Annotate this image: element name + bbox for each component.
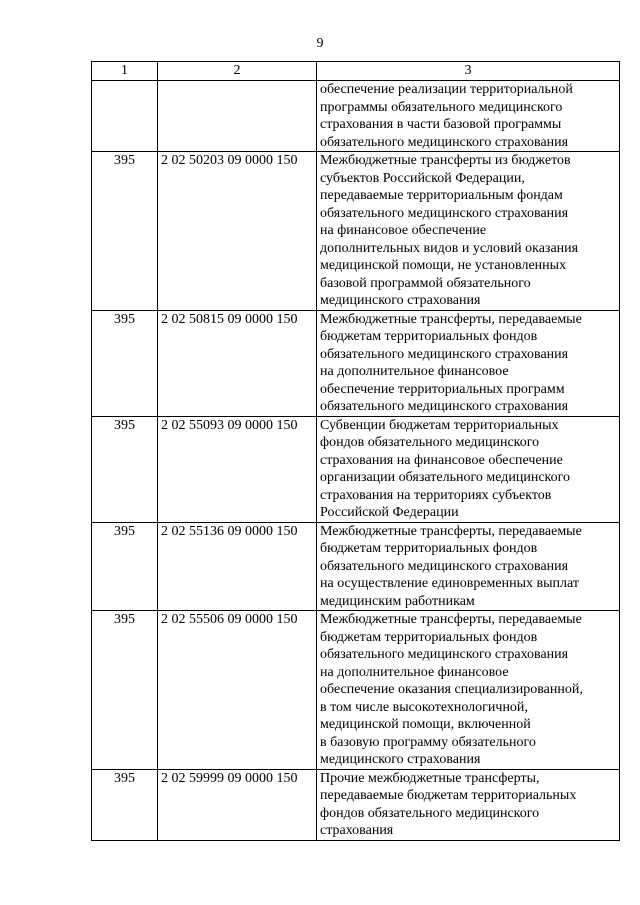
- admin-code-cell: 395: [92, 522, 158, 611]
- description-line: обязательного медицинского страхования: [320, 399, 569, 414]
- description-line: страхования на финансовое обеспечение: [320, 452, 563, 468]
- description-line: организации обязательного медицинского: [320, 470, 571, 485]
- description-line: передаваемые территориальным фондам: [320, 188, 563, 203]
- description-line: обязательного медицинского страхования: [320, 205, 569, 221]
- table-row: [92, 81, 620, 152]
- table-header-row: [92, 62, 620, 81]
- budget-codes-table: [91, 61, 620, 841]
- description-cell: [317, 81, 620, 152]
- description-line: Российской Федерации: [320, 505, 459, 520]
- description-line: обязательного медицинского страхования: [320, 647, 569, 662]
- description-line: Межбюджетные трансферты, передаваемые: [320, 523, 582, 539]
- column-header-1: 1: [92, 62, 158, 81]
- description-line: медицинской помощи, включенной: [320, 717, 531, 732]
- budget-classification-code-cell: 2 02 55506 09 0000 150: [158, 611, 317, 770]
- description-line: Межбюджетные трансферты из бюджетов: [320, 153, 571, 168]
- description-cell: [317, 310, 620, 416]
- description-line: медицинским работникам: [320, 593, 475, 609]
- table-row: [92, 522, 620, 611]
- description-line: страхования: [320, 823, 394, 838]
- table-row: [92, 769, 620, 840]
- description-line: медицинской помощи, не установленных: [320, 258, 567, 273]
- description-line: медицинского страхования: [320, 293, 481, 308]
- description-line: обеспечение реализации территориальной: [320, 82, 573, 97]
- description-line: субъектов Российской Федерации,: [320, 170, 525, 186]
- description-line: в базовую программу обязательного: [320, 734, 536, 750]
- budget-classification-code-cell: 2 02 50203 09 0000 150: [158, 152, 317, 311]
- description-cell: [317, 152, 620, 311]
- budget-classification-code-cell: [158, 81, 317, 152]
- description-line: обязательного медицинского страхования: [320, 558, 569, 574]
- description-line: бюджетам территориальных фондов: [320, 541, 538, 556]
- column-header-2: 2: [158, 62, 317, 81]
- description-line: базовой программой обязательного: [320, 275, 531, 291]
- table-row: [92, 416, 620, 522]
- description-line: на финансовое обеспечение: [320, 223, 487, 238]
- description-line: передаваемые бюджетам территориальных: [320, 788, 577, 803]
- page-number: 9: [316, 36, 324, 51]
- budget-classification-code-cell: 2 02 50815 09 0000 150: [158, 310, 317, 416]
- description-line: бюджетам территориальных фондов: [320, 629, 538, 645]
- description-line: на осуществление единовременных выплат: [320, 576, 579, 591]
- description-line: медицинского страхования: [320, 752, 481, 767]
- description-line: Субвенции бюджетам территориальных: [320, 417, 559, 433]
- description-line: программы обязательного медицинского: [320, 99, 563, 115]
- description-line: фондов обязательного медицинского: [320, 805, 540, 821]
- description-cell: [317, 522, 620, 611]
- description-line: обязательного медицинского страхования: [320, 346, 569, 362]
- budget-classification-code-cell: 2 02 59999 09 0000 150: [158, 769, 317, 840]
- description-line: обеспечение территориальных программ: [320, 381, 565, 397]
- description-line: на дополнительное финансовое: [320, 364, 509, 379]
- admin-code-cell: 395: [92, 611, 158, 770]
- table-row: [92, 611, 620, 770]
- table-body: [92, 81, 620, 841]
- admin-code-cell: 395: [92, 152, 158, 311]
- description-line: обязательного медицинского страхования: [320, 134, 569, 150]
- description-line: в том числе высокотехнологичной,: [320, 699, 528, 715]
- admin-code-cell: 395: [92, 769, 158, 840]
- description-line: на дополнительное финансовое: [320, 664, 509, 680]
- admin-code-cell: 395: [92, 416, 158, 522]
- description-line: страхования на территориях субъектов: [320, 487, 552, 503]
- budget-classification-code-cell: 2 02 55136 09 0000 150: [158, 522, 317, 611]
- description-line: бюджетам территориальных фондов: [320, 329, 538, 344]
- description-line: страхования в части базовой программы: [320, 117, 562, 132]
- description-cell: [317, 611, 620, 770]
- description-cell: [317, 416, 620, 522]
- description-line: фондов обязательного медицинского: [320, 435, 540, 450]
- table-row: [92, 152, 620, 311]
- column-header-3: 3: [317, 62, 620, 81]
- description-line: Межбюджетные трансферты, передаваемые: [320, 612, 582, 627]
- description-line: дополнительных видов и условий оказания: [320, 240, 579, 256]
- description-cell: [317, 769, 620, 840]
- admin-code-cell: 395: [92, 310, 158, 416]
- budget-classification-code-cell: 2 02 55093 09 0000 150: [158, 416, 317, 522]
- admin-code-cell: [92, 81, 158, 152]
- table-row: [92, 310, 620, 416]
- description-line: Прочие межбюджетные трансферты,: [320, 770, 540, 786]
- description-line: обеспечение оказания специализированной,: [320, 682, 583, 697]
- description-line: Межбюджетные трансферты, передаваемые: [320, 311, 582, 327]
